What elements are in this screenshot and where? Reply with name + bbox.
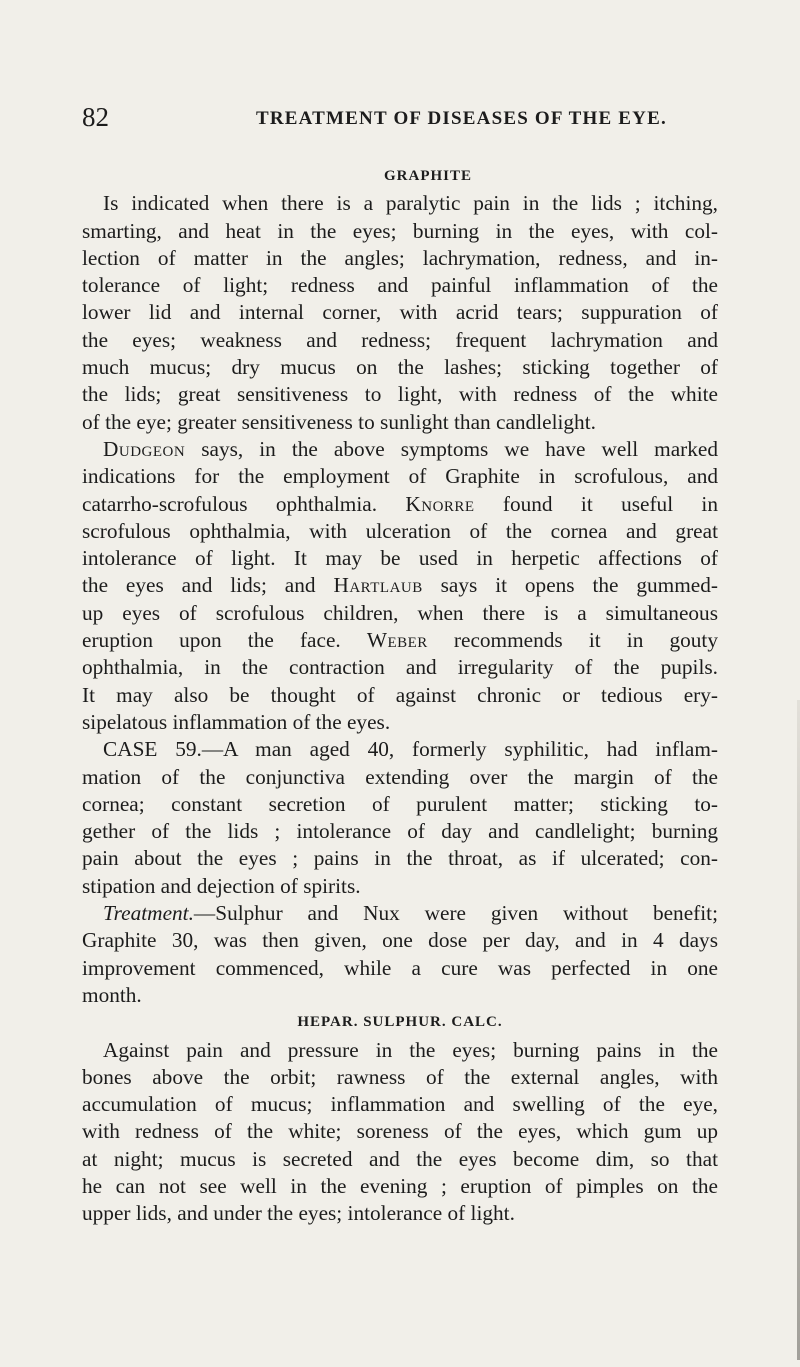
text-line: lower lid and internal corner, with acrid tears; suppuration of (82, 300, 718, 325)
text-line: up eyes of scrofulous children, when there is a simultaneous (82, 600, 718, 625)
text-fragment: says, in the above symptoms we have well marked (185, 436, 718, 461)
text-fragment: found it useful in (474, 491, 718, 516)
text-line: indications for the employment of Graphite in scrofulous, and (82, 464, 718, 489)
text-line: It may also be thought of against chronic or tedious ery- (82, 682, 718, 707)
text-fragment: the eyes and lids; and (82, 573, 334, 598)
text-line: Graphite 30, was then given, one dose per day, and in 4 days (82, 928, 718, 953)
graphite-paragraph-2 (82, 436, 718, 736)
text-fragment: eruption upon the face. (82, 628, 367, 653)
text-line: accumulation of mucus; inflammation and swelling of the eye, (82, 1092, 718, 1117)
text-line: the lids; great sensitiveness to light, with redness of the white (82, 382, 718, 407)
treatment-label: Treatment. (103, 901, 194, 926)
author-name-dudgeon: Dudgeon (103, 436, 186, 461)
page-number: 82 (82, 102, 109, 132)
section-heading-hepar: HEPAR. SULPHUR. CALC. (297, 1014, 503, 1031)
text-line: tolerance of light; redness and painful inflammation of the (82, 273, 718, 298)
text-line: much mucus; dry mucus on the lashes; sticking together of (82, 355, 718, 380)
text-line (82, 491, 718, 518)
text-line: smarting, and heat in the eyes; burning in the eyes, with col- (82, 218, 718, 243)
running-title: TREATMENT OF DISEASES OF THE EYE. (256, 108, 667, 129)
section-heading-graphite: GRAPHITE (383, 168, 472, 184)
text-line: cornea; constant secretion of purulent matter; sticking to- (82, 791, 718, 816)
author-name-knorre: Knorre (405, 491, 475, 516)
text-line: upper lids, and under the eyes; intolerance of light. (82, 1201, 515, 1226)
text-line: of the eye; greater sensitiveness to sunlight than candlelight. (82, 409, 596, 434)
text-line: at night; mucus is secreted and the eyes become dim, so that (82, 1146, 718, 1171)
treatment-paragraph (82, 900, 718, 1009)
text-line: improvement commenced, while a cure was perfected in one (82, 955, 718, 980)
text-line: bones above the orbit; rawness of the external angles, with (82, 1064, 718, 1089)
author-name-weber: Weber (366, 628, 428, 653)
text-line: he can not see well in the evening ; eruption of pimples on the (82, 1173, 718, 1198)
text-line (82, 436, 718, 463)
text-fragment: catarrho-scrofulous ophthalmia. (82, 491, 406, 516)
text-fragment: —Sulphur and Nux were given without benefit; (193, 901, 718, 926)
text-line (82, 900, 718, 927)
text-line: the eyes; weakness and redness; frequent lachrymation and (82, 327, 718, 352)
text-line: gether of the lids ; intolerance of day and candlelight; burning (82, 819, 718, 844)
text-line: Against pain and pressure in the eyes; burning pains in the (103, 1037, 718, 1062)
text-line (82, 572, 718, 599)
text-line: intolerance of light. It may be used in herpetic affections of (82, 546, 718, 571)
hepar-paragraph (82, 1037, 718, 1228)
running-head (82, 100, 722, 134)
text-line: stipation and dejection of spirits. (82, 873, 361, 898)
text-line: with redness of the white; soreness of the eyes, which gum up (82, 1119, 718, 1144)
text-line: lection of matter in the angles; lachrymation, redness, and in- (82, 245, 718, 270)
case-paragraph (82, 736, 718, 900)
text-line: Is indicated when there is a paralytic pain in the lids ; itching, (103, 191, 718, 216)
body-text (82, 163, 718, 1228)
text-line: CASE 59.—A man aged 40, formerly syphilitic, had inflam- (103, 737, 718, 762)
graphite-paragraph-1 (82, 190, 718, 436)
text-line: mation of the conjunctiva extending over the margin of the (82, 764, 718, 789)
author-name-hartlaub: Hartlaub (333, 573, 423, 598)
text-line: month. (82, 982, 142, 1007)
text-line: scrofulous ophthalmia, with ulceration of the cornea and great (82, 518, 718, 543)
text-line: pain about the eyes ; pains in the throat, as if ulcerated; con- (82, 846, 718, 871)
text-line: sipelatous inflammation of the eyes. (82, 709, 391, 734)
text-line: ophthalmia, in the contraction and irregularity of the pupils. (82, 655, 718, 680)
text-fragment: recommends it in gouty (427, 628, 718, 653)
text-fragment: says it opens the gummed- (422, 573, 718, 598)
text-line (82, 627, 718, 654)
